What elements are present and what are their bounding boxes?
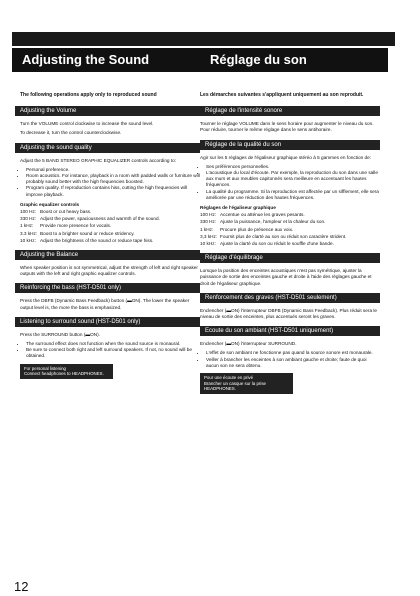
note-text: Brancher un casque sur la prise HEADPHONES.	[204, 380, 266, 392]
eq-row	[200, 219, 380, 225]
section-heading-volume: Adjusting the Volume	[15, 106, 200, 116]
list-item: • Be sure to connect both right and left surround speakers. If not, no sound will be obtained.	[26, 347, 200, 359]
eq-row	[20, 216, 200, 222]
section-heading-balance: Adjusting the Balance	[15, 250, 200, 260]
eq-desc: Boost or cut heavy bass.	[40, 209, 92, 215]
subheading-eq: Réglages de l'égaliseur graphique	[200, 205, 276, 211]
header-pattern-left	[12, 32, 207, 46]
eq-desc: Ajuste la clarté du son ou réduit le souffle d'une bande.	[220, 241, 334, 247]
eq-row	[200, 212, 380, 218]
bullet-list	[20, 341, 200, 360]
bullet-list	[200, 164, 380, 201]
note-box	[200, 373, 293, 394]
bullet-list	[200, 350, 380, 369]
paragraph: Enclencher (▬ON) l'interrupteur SURROUND.	[200, 341, 297, 347]
note-title: For personal listening	[24, 365, 66, 371]
list-item: • Veiller à brancher les enceintes à son ambiant gauche et droite; faute de quoi aucun son ne sera obtenu.	[206, 357, 380, 369]
eq-desc: Adjust the power, spaciousness and warmth of the sound.	[40, 216, 160, 222]
eq-desc: Adjust the brightness of the sound or reduce tape hiss.	[40, 237, 154, 243]
eq-row	[200, 234, 380, 240]
section-heading-surround: Ecoute du son ambiant (HST-D501 uniquement)	[200, 326, 380, 336]
eq-row	[20, 231, 200, 237]
eq-desc: Procure plus de présence aux voix.	[220, 226, 294, 232]
eq-freq: 3,3 kHz:	[200, 233, 218, 239]
list-item: • The surround effect does not function when the sound source is monaural.	[26, 341, 200, 347]
paragraph: When speaker position is not symmetrical, adjust the strength of left and right speaker outputs with the left and right graphic equalizer controls.	[20, 265, 198, 277]
eq-desc: Provide more presence for vocals.	[40, 223, 112, 229]
paragraph: Press the DBFB (Dynamic Bass Feedback) button (▬ON). The lower the speaker output level is, the more the bass is emphasized.	[20, 298, 190, 310]
paragraph: To decrease it, turn the control counterclockwise.	[20, 130, 122, 136]
page-title-french: Réglage du son	[200, 48, 388, 72]
list-item: • Ses préférences personnelles.	[206, 164, 380, 170]
list-item: • La qualité du programme. Si la reproduction est affectée par un sifflement, elle sera améliorée par une réduction des hautes fréquences.	[206, 189, 380, 201]
list-item: • Personal preference.	[26, 167, 200, 173]
list-item: • L'acoustique du local d'écoute. Par exemple, la reproduction du son dans une salle aux murs et aux meubles capitonnés sera meilleure en accentuant les hautes fréquences.	[206, 170, 380, 189]
list-item: • Room acoustics. For instance, playback in a room with padded walls or furniture will probably sound better with the high frequencies boosted.	[26, 173, 200, 185]
section-heading-bass: Renforcement des graves (HST-D501 seulement)	[200, 293, 380, 303]
eq-freq: 10 kHz:	[200, 241, 216, 247]
eq-freq: 1 kHz:	[20, 223, 34, 229]
eq-desc: Accentue ou atténue les graves pesants.	[220, 212, 305, 218]
paragraph: Enclencher (▬ON) l'interrupteur DBFB (Dynamic Bass Feedback). Plus réduit sera le niveau de sortie des enceintes, plus accentués seront les graves.	[200, 307, 377, 320]
eq-freq: 10 kHz:	[20, 237, 36, 243]
bullet-list	[20, 167, 200, 198]
eq-row	[20, 209, 200, 215]
header-pattern-right	[200, 32, 395, 46]
section-heading-quality: Réglage de la qualité du son	[200, 140, 380, 150]
section-heading-volume: Réglage de l'intensité sonore	[200, 106, 380, 116]
list-item: • L'effet de son ambiant ne fonctionne pas quand la source sonore est monaurale.	[206, 350, 380, 356]
subheading-eq: Graphic equalizer controls	[20, 201, 80, 207]
paragraph: Turn the VOLUME control clockwise to increase the sound level.	[20, 121, 154, 127]
eq-desc: Fournit plus de clarté au son ou réduit son caractère strident.	[220, 233, 347, 239]
intro-text: The following operations apply only to reproduced sound	[20, 92, 157, 98]
paragraph: Adjust the 5 BAND STEREO GRAPHIC EQUALIZER controls according to:	[20, 157, 177, 163]
eq-row	[20, 238, 200, 244]
paragraph: Tourner le réglage VOLUME dans le sens horaire pour augmenter le niveau du son. Pour réduire, tourner le même réglage dans le sens antihoraire.	[200, 121, 374, 133]
eq-row	[200, 227, 380, 233]
eq-freq: 1 kHz:	[200, 226, 214, 232]
eq-freq: 330 Hz:	[200, 219, 217, 225]
note-text: Connect headphones to HEADPHONES.	[24, 371, 104, 377]
paragraph: Agir sur les 5 réglages de l'égaliseur graphique stéréo à 5 gammes en fonction de:	[200, 154, 372, 160]
english-column	[20, 92, 200, 379]
paragraph: Lorsque la position des enceintes acoustiques n'est pas symétrique, ajuster la puissance de sortie des enceintes gauche et droite à l'aide des réglages gauche et droit de l'égaliseur graphique.	[200, 268, 372, 286]
intro-text: Les démarches suivantes s'appliquent uniquement au son reproduit.	[200, 92, 364, 98]
eq-freq: 100 Hz:	[20, 209, 37, 215]
eq-desc: Boost to a brighter sound or reduce stridency.	[40, 230, 135, 236]
list-item: • Program quality. If reproduction contains hiss, cutting the high frequencies will improve playback.	[26, 185, 200, 197]
section-heading-quality: Adjusting the sound quality	[15, 143, 200, 153]
note-box	[20, 364, 113, 379]
note-title: Pour une écoute en privé	[204, 375, 254, 381]
section-heading-balance: Réglage d'équilibrage	[200, 253, 380, 263]
paragraph: Press the SURROUND button (▬ON).	[20, 331, 100, 337]
eq-freq: 3.3 kHz:	[20, 230, 38, 236]
french-column	[200, 92, 380, 394]
page-title-english: Adjusting the Sound	[12, 48, 200, 72]
eq-freq: 330 Hz:	[20, 216, 37, 222]
section-heading-surround: Listening to surround sound (HST-D501 only)	[15, 317, 200, 327]
section-heading-bass: Reinforcing the bass (HST-D501 only)	[15, 283, 200, 293]
eq-row	[200, 241, 380, 247]
page-number: 12	[14, 579, 29, 594]
eq-freq: 100 Hz:	[200, 212, 217, 218]
eq-desc: Ajuste la puissance, l'ampleur et la chaleur du son.	[220, 219, 326, 225]
eq-row	[20, 223, 200, 229]
